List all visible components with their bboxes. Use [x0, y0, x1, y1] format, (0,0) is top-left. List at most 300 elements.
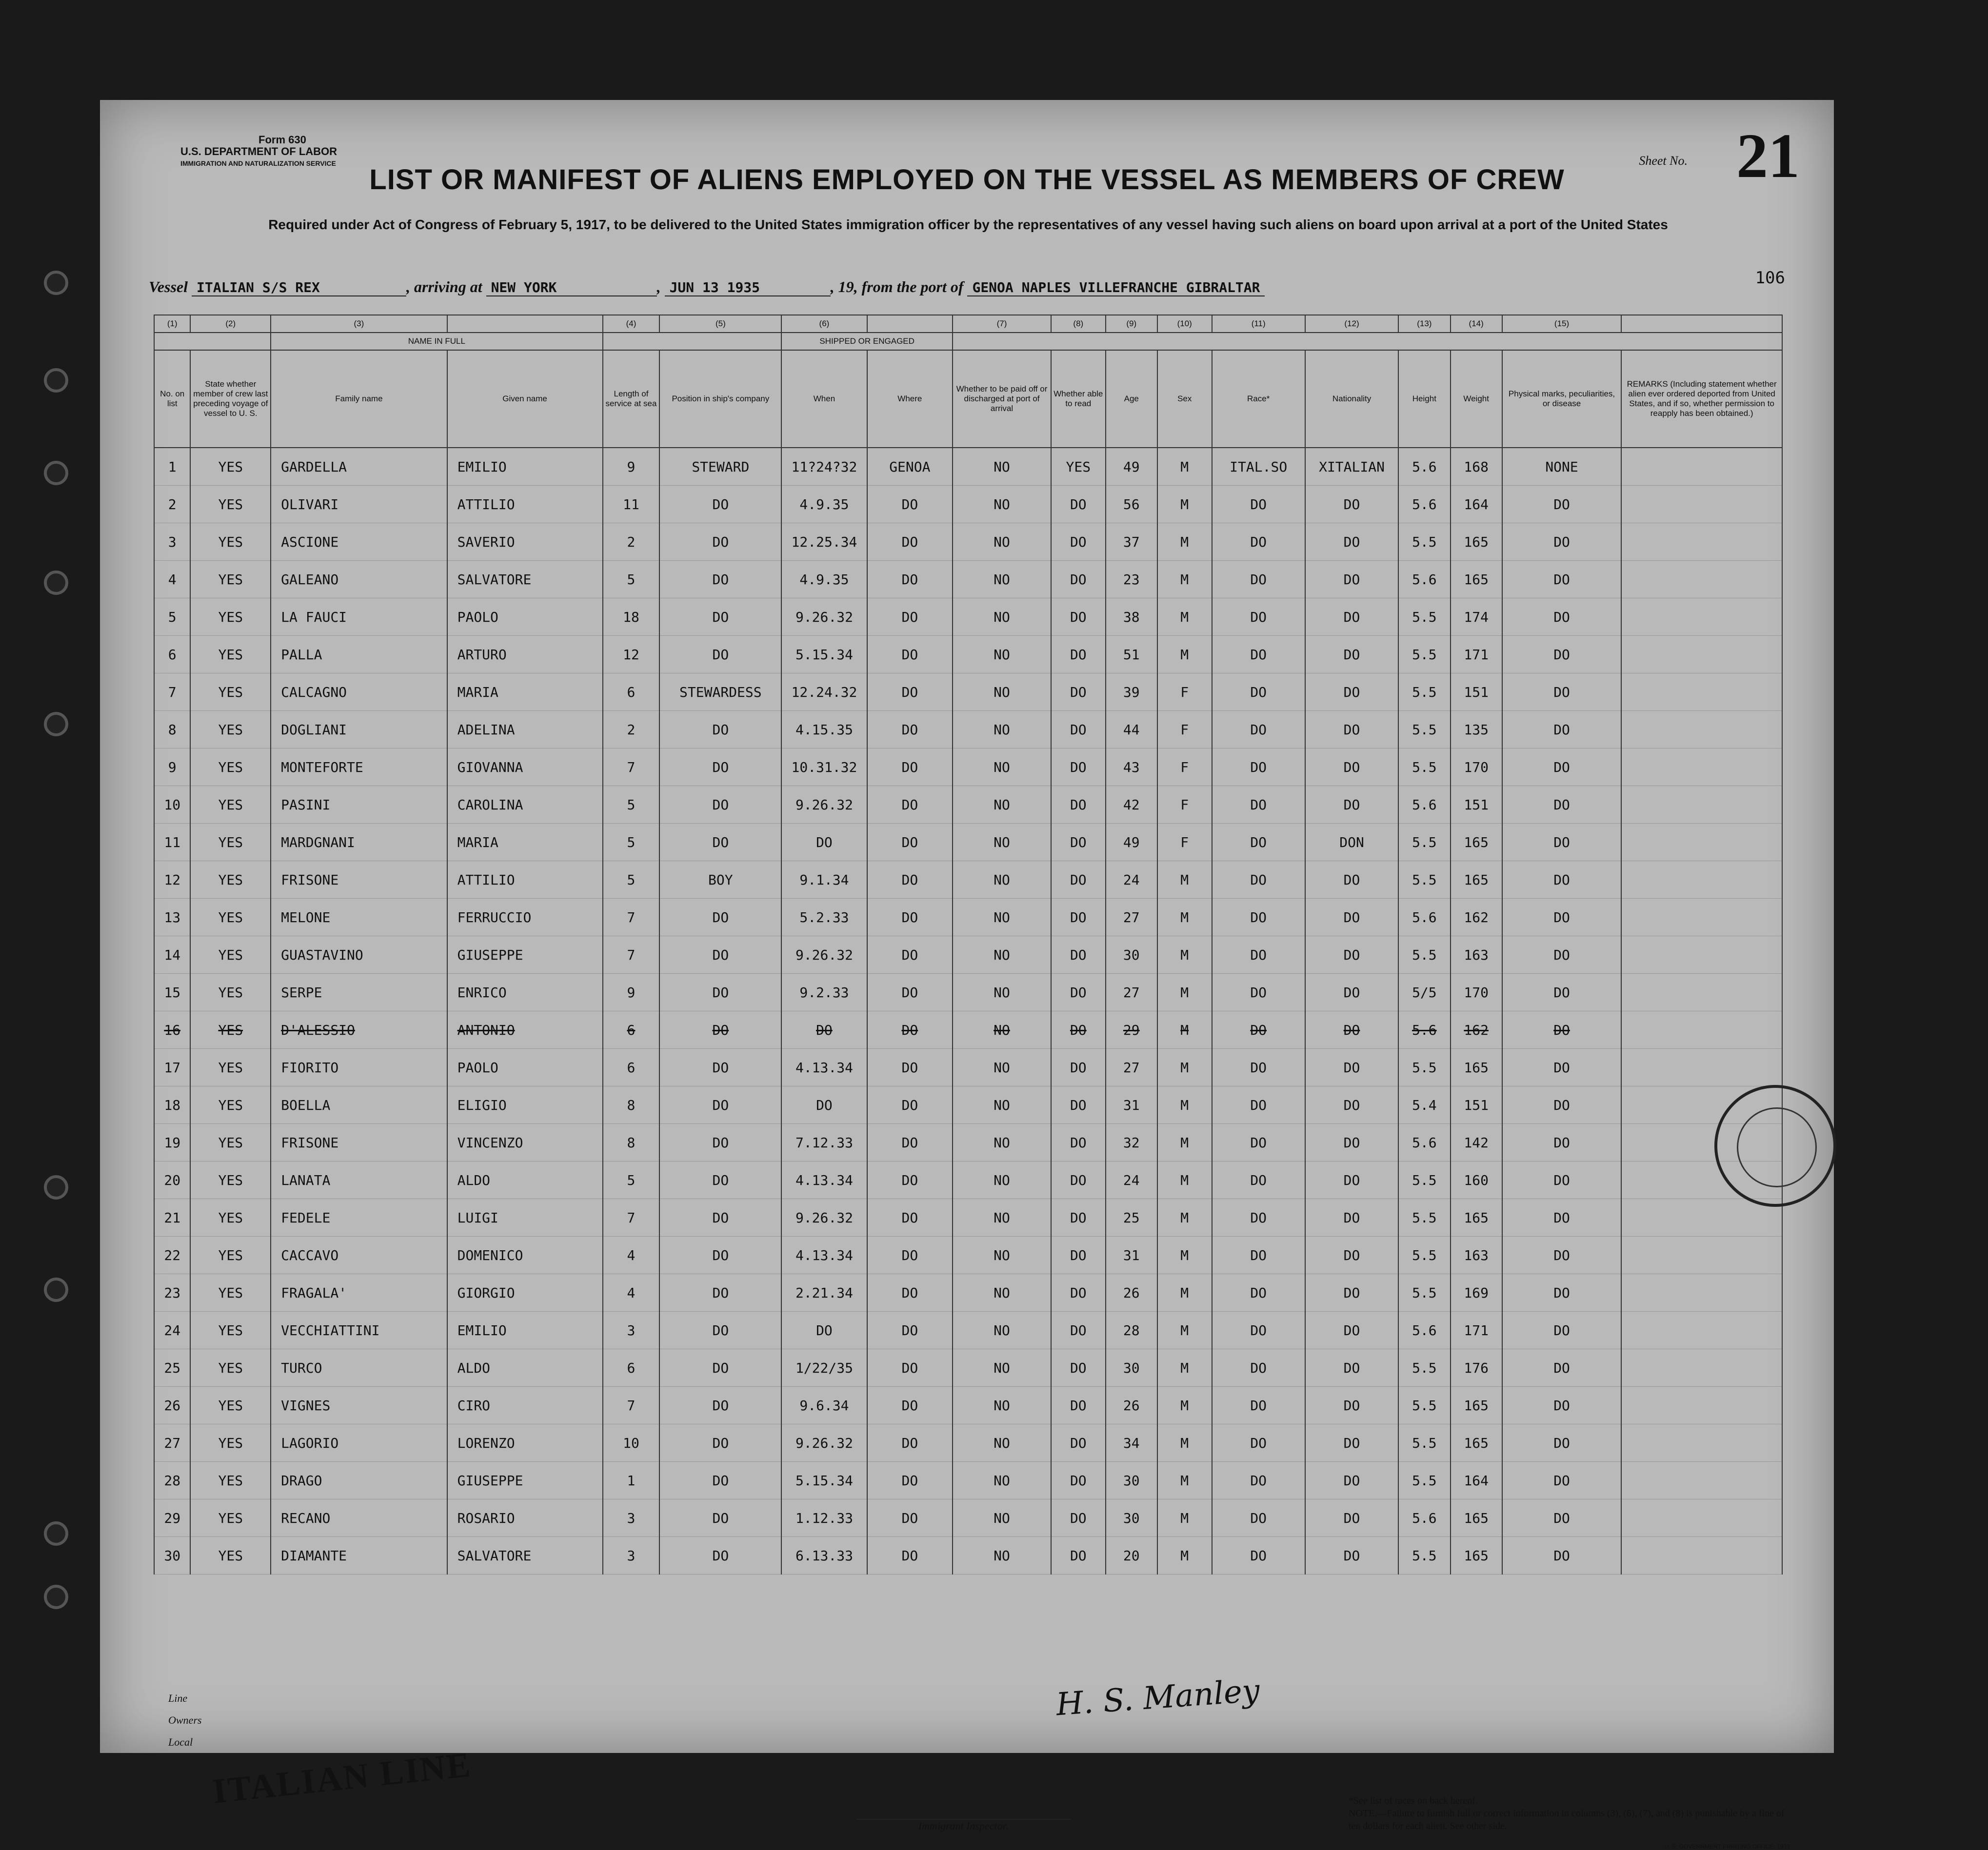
- shipped-engaged-header: SHIPPED OR ENGAGED: [781, 333, 953, 350]
- cell-marks: DO: [1502, 1424, 1622, 1462]
- cell-nationality: DO: [1305, 861, 1398, 899]
- cell-position: DO: [659, 786, 781, 824]
- sheet-label: Sheet No.: [1639, 154, 1688, 168]
- cell-paid: NO: [953, 1161, 1051, 1199]
- cell-prev: YES: [190, 1199, 271, 1237]
- punch-hole: [44, 1175, 68, 1200]
- cell-read: DO: [1051, 523, 1106, 561]
- crew-row: [154, 711, 1782, 748]
- from-label: from the port of: [861, 278, 964, 295]
- cell-position: DO: [659, 561, 781, 598]
- cell-remarks: [1621, 1274, 1782, 1312]
- cell-where: DO: [867, 1011, 953, 1049]
- cell-paid: NO: [953, 523, 1051, 561]
- cell-when: 9.2.33: [781, 974, 867, 1011]
- cell-paid: NO: [953, 1011, 1051, 1049]
- cell-when: 9.1.34: [781, 861, 867, 899]
- cell-remarks: [1621, 523, 1782, 561]
- cell-position: STEWARD: [659, 448, 781, 486]
- cell-position: BOY: [659, 861, 781, 899]
- column-header: Physical marks, peculiarities, or disease: [1502, 350, 1622, 448]
- cell-paid: NO: [953, 1424, 1051, 1462]
- cell-nationality: DO: [1305, 1086, 1398, 1124]
- cell-given: PAOLO: [447, 598, 603, 636]
- cell-when: 4.13.34: [781, 1161, 867, 1199]
- cell-marks: DO: [1502, 1274, 1622, 1312]
- cell-remarks: [1621, 448, 1782, 486]
- cell-marks: DO: [1502, 486, 1622, 523]
- column-number: [1621, 315, 1782, 333]
- cell-weight: 165: [1451, 1199, 1502, 1237]
- cell-marks: DO: [1502, 1161, 1622, 1199]
- cell-remarks: [1621, 1349, 1782, 1387]
- cell-read: DO: [1051, 1086, 1106, 1124]
- cell-family: FRISONE: [271, 1124, 447, 1161]
- cell-height: 5.4: [1398, 1086, 1450, 1124]
- cell-where: DO: [867, 824, 953, 861]
- cell-age: 49: [1106, 824, 1157, 861]
- cell-family: LAGORIO: [271, 1424, 447, 1462]
- cell-race: DO: [1212, 899, 1305, 936]
- crew-row: [154, 861, 1782, 899]
- cell-prev: YES: [190, 1499, 271, 1537]
- cell-marks: DO: [1502, 1086, 1622, 1124]
- cell-service: 8: [603, 1086, 660, 1124]
- cell-prev: YES: [190, 824, 271, 861]
- cell-family: OLIVARI: [271, 486, 447, 523]
- cell-height: 5.5: [1398, 711, 1450, 748]
- cell-weight: 151: [1451, 1086, 1502, 1124]
- cell-service: 7: [603, 936, 660, 974]
- cell-position: DO: [659, 486, 781, 523]
- cell-family: RECANO: [271, 1499, 447, 1537]
- crew-row: [154, 523, 1782, 561]
- cell-service: 5: [603, 1161, 660, 1199]
- vessel-name: ITALIAN S/S REX: [192, 279, 406, 296]
- cell-position: DO: [659, 1499, 781, 1537]
- cell-marks: DO: [1502, 1199, 1622, 1237]
- cell-height: 5.5: [1398, 936, 1450, 974]
- cell-no: 1: [154, 448, 190, 486]
- cell-no: 20: [154, 1161, 190, 1199]
- cell-race: DO: [1212, 523, 1305, 561]
- cell-where: DO: [867, 1199, 953, 1237]
- column-header: Nationality: [1305, 350, 1398, 448]
- cell-paid: NO: [953, 786, 1051, 824]
- cell-sex: M: [1157, 861, 1212, 899]
- vessel-line: Vessel ITALIAN S/S REX , arriving at NEW YORK , JUN 13 1935 , 19, from the port of GENOA NAPLES VILLEFRANCHE GIBRALTAR: [149, 278, 1265, 296]
- cell-marks: DO: [1502, 711, 1622, 748]
- cell-no: 16: [154, 1011, 190, 1049]
- cell-given: GIOVANNA: [447, 748, 603, 786]
- cell-given: PAOLO: [447, 1049, 603, 1086]
- cell-sex: M: [1157, 1049, 1212, 1086]
- cell-remarks: [1621, 1237, 1782, 1274]
- cell-weight: 160: [1451, 1161, 1502, 1199]
- cell-race: DO: [1212, 1049, 1305, 1086]
- cell-service: 6: [603, 1049, 660, 1086]
- crew-row: [154, 1499, 1782, 1537]
- cell-nationality: DO: [1305, 1462, 1398, 1499]
- cell-sex: M: [1157, 486, 1212, 523]
- cell-weight: 170: [1451, 974, 1502, 1011]
- cell-where: DO: [867, 861, 953, 899]
- cell-where: DO: [867, 486, 953, 523]
- cell-age: 30: [1106, 1499, 1157, 1537]
- cell-age: 30: [1106, 1462, 1157, 1499]
- cell-where: DO: [867, 1537, 953, 1574]
- column-label-row: [154, 350, 1782, 448]
- cell-race: DO: [1212, 861, 1305, 899]
- cell-marks: DO: [1502, 673, 1622, 711]
- cell-height: 5.5: [1398, 1049, 1450, 1086]
- column-number: (1): [154, 315, 190, 333]
- column-number: [447, 315, 603, 333]
- from-ports: GENOA NAPLES VILLEFRANCHE GIBRALTAR: [967, 279, 1265, 296]
- cell-race: DO: [1212, 673, 1305, 711]
- cell-where: DO: [867, 1312, 953, 1349]
- cell-when: 11?24?32: [781, 448, 867, 486]
- cell-race: DO: [1212, 598, 1305, 636]
- cell-nationality: DO: [1305, 1237, 1398, 1274]
- cell-paid: NO: [953, 1499, 1051, 1537]
- cell-read: DO: [1051, 824, 1106, 861]
- cell-when: 4.9.35: [781, 561, 867, 598]
- cell-nationality: DO: [1305, 974, 1398, 1011]
- column-header: Where: [867, 350, 953, 448]
- cell-when: 10.31.32: [781, 748, 867, 786]
- cell-position: DO: [659, 1387, 781, 1424]
- cell-paid: NO: [953, 1537, 1051, 1574]
- cell-no: 14: [154, 936, 190, 974]
- cell-when: 4.13.34: [781, 1237, 867, 1274]
- cell-given: MARIA: [447, 673, 603, 711]
- cell-service: 2: [603, 711, 660, 748]
- cell-no: 26: [154, 1387, 190, 1424]
- cell-nationality: DO: [1305, 1537, 1398, 1574]
- sheet-number: 21: [1736, 121, 1800, 191]
- cell-race: DO: [1212, 1387, 1305, 1424]
- cell-height: 5.5: [1398, 748, 1450, 786]
- cell-position: DO: [659, 1011, 781, 1049]
- cell-read: DO: [1051, 974, 1106, 1011]
- cell-remarks: [1621, 861, 1782, 899]
- punch-hole: [44, 571, 68, 595]
- cell-service: 7: [603, 1387, 660, 1424]
- cell-when: 4.15.35: [781, 711, 867, 748]
- cell-given: CAROLINA: [447, 786, 603, 824]
- crew-row: [154, 1537, 1782, 1574]
- crew-row: [154, 1124, 1782, 1161]
- cell-when: 9.26.32: [781, 598, 867, 636]
- column-number: (5): [659, 315, 781, 333]
- inspector-signature: H. S. Manley: [1054, 1673, 1261, 1723]
- crew-row: [154, 1312, 1782, 1349]
- cell-read: DO: [1051, 1349, 1106, 1387]
- cell-paid: NO: [953, 1462, 1051, 1499]
- cell-where: DO: [867, 1086, 953, 1124]
- cell-service: 7: [603, 748, 660, 786]
- cell-nationality: DO: [1305, 1274, 1398, 1312]
- column-number: (9): [1106, 315, 1157, 333]
- cell-age: 44: [1106, 711, 1157, 748]
- cell-no: 8: [154, 711, 190, 748]
- cell-service: 11: [603, 486, 660, 523]
- cell-weight: 176: [1451, 1349, 1502, 1387]
- cell-no: 19: [154, 1124, 190, 1161]
- cell-age: 26: [1106, 1387, 1157, 1424]
- cell-weight: 151: [1451, 673, 1502, 711]
- cell-read: DO: [1051, 748, 1106, 786]
- cell-remarks: [1621, 711, 1782, 748]
- cell-given: EMILIO: [447, 1312, 603, 1349]
- cell-race: DO: [1212, 748, 1305, 786]
- cell-read: DO: [1051, 1237, 1106, 1274]
- cell-service: 12: [603, 636, 660, 673]
- column-number: (10): [1157, 315, 1212, 333]
- crew-row: [154, 974, 1782, 1011]
- arriving-label: arriving at: [414, 278, 482, 295]
- cell-age: 31: [1106, 1237, 1157, 1274]
- document-subtitle: Required under Act of Congress of February 5, 1917, to be delivered to the United States immigration officer by the representatives of any vessel having such aliens on board upon arrival at a port of the United States: [268, 217, 1668, 232]
- punch-hole: [44, 461, 68, 485]
- crew-row: [154, 1237, 1782, 1274]
- cell-sex: F: [1157, 748, 1212, 786]
- cell-service: 5: [603, 561, 660, 598]
- cell-when: 5.2.33: [781, 899, 867, 936]
- cell-service: 6: [603, 1349, 660, 1387]
- cell-nationality: DO: [1305, 899, 1398, 936]
- crew-row: [154, 598, 1782, 636]
- cell-prev: YES: [190, 523, 271, 561]
- cell-nationality: DO: [1305, 1424, 1398, 1462]
- cell-height: 5.5: [1398, 673, 1450, 711]
- crew-row: [154, 936, 1782, 974]
- cell-family: CACCAVO: [271, 1237, 447, 1274]
- cell-race: DO: [1212, 786, 1305, 824]
- cell-no: 15: [154, 974, 190, 1011]
- cell-when: 9.26.32: [781, 1424, 867, 1462]
- cell-read: DO: [1051, 1312, 1106, 1349]
- cell-read: DO: [1051, 1424, 1106, 1462]
- cell-when: 6.13.33: [781, 1537, 867, 1574]
- page-code: 106: [1755, 268, 1785, 288]
- cell-sex: F: [1157, 711, 1212, 748]
- cell-read: DO: [1051, 861, 1106, 899]
- cell-age: 51: [1106, 636, 1157, 673]
- cell-when: 5.15.34: [781, 636, 867, 673]
- cell-nationality: DO: [1305, 673, 1398, 711]
- column-header: Given name: [447, 350, 603, 448]
- cell-weight: 165: [1451, 523, 1502, 561]
- cell-height: 5.5: [1398, 1424, 1450, 1462]
- cell-where: DO: [867, 1349, 953, 1387]
- cell-family: BOELLA: [271, 1086, 447, 1124]
- cell-family: FIORITO: [271, 1049, 447, 1086]
- name-in-full-header: NAME IN FULL: [271, 333, 602, 350]
- cell-marks: DO: [1502, 1387, 1622, 1424]
- cell-where: DO: [867, 673, 953, 711]
- cell-remarks: [1621, 673, 1782, 711]
- cell-sex: M: [1157, 1274, 1212, 1312]
- cell-position: DO: [659, 824, 781, 861]
- cell-height: 5.5: [1398, 636, 1450, 673]
- inspector-label: Immigrant Inspector.: [856, 1819, 1071, 1832]
- column-header: Age: [1106, 350, 1157, 448]
- cell-read: DO: [1051, 1537, 1106, 1574]
- cell-family: PASINI: [271, 786, 447, 824]
- cell-where: DO: [867, 1462, 953, 1499]
- cell-given: GIUSEPPE: [447, 1462, 603, 1499]
- consulate-seal: [1714, 1085, 1836, 1207]
- cell-family: DRAGO: [271, 1462, 447, 1499]
- column-header: Whether able to read: [1051, 350, 1106, 448]
- cell-age: 30: [1106, 1349, 1157, 1387]
- local-label: Local: [168, 1736, 193, 1748]
- footer-labels: [168, 1687, 201, 1753]
- cell-paid: NO: [953, 1124, 1051, 1161]
- cell-sex: M: [1157, 936, 1212, 974]
- cell-nationality: DO: [1305, 786, 1398, 824]
- cell-position: DO: [659, 598, 781, 636]
- cell-position: DO: [659, 748, 781, 786]
- cell-marks: DO: [1502, 824, 1622, 861]
- cell-weight: 151: [1451, 786, 1502, 824]
- cell-read: DO: [1051, 636, 1106, 673]
- cell-read: DO: [1051, 598, 1106, 636]
- cell-age: 37: [1106, 523, 1157, 561]
- cell-weight: 163: [1451, 936, 1502, 974]
- cell-given: EMILIO: [447, 448, 603, 486]
- cell-weight: 162: [1451, 1011, 1502, 1049]
- crew-row: [154, 1349, 1782, 1387]
- cell-given: SAVERIO: [447, 523, 603, 561]
- column-header: Length of service at sea: [603, 350, 660, 448]
- cell-remarks: [1621, 936, 1782, 974]
- cell-height: 5.5: [1398, 1274, 1450, 1312]
- cell-remarks: [1621, 1424, 1782, 1462]
- crew-row: [154, 1049, 1782, 1086]
- cell-position: DO: [659, 974, 781, 1011]
- cell-prev: YES: [190, 598, 271, 636]
- cell-given: ARTURO: [447, 636, 603, 673]
- cell-prev: YES: [190, 748, 271, 786]
- cell-position: DO: [659, 711, 781, 748]
- cell-where: DO: [867, 636, 953, 673]
- punch-hole: [44, 1278, 68, 1302]
- header-spacer: [953, 333, 1782, 350]
- cell-nationality: DO: [1305, 1124, 1398, 1161]
- cell-where: DO: [867, 711, 953, 748]
- crew-row: [154, 636, 1782, 673]
- punch-hole: [44, 712, 68, 736]
- cell-given: ALDO: [447, 1349, 603, 1387]
- cell-given: SALVATORE: [447, 1537, 603, 1574]
- cell-paid: NO: [953, 1049, 1051, 1086]
- cell-weight: 165: [1451, 1387, 1502, 1424]
- crew-row: [154, 1462, 1782, 1499]
- cell-remarks: [1621, 1011, 1782, 1049]
- cell-height: 5.5: [1398, 1537, 1450, 1574]
- cell-where: GENOA: [867, 448, 953, 486]
- cell-paid: NO: [953, 1237, 1051, 1274]
- cell-marks: DO: [1502, 1349, 1622, 1387]
- cell-prev: YES: [190, 448, 271, 486]
- cell-given: ENRICO: [447, 974, 603, 1011]
- cell-weight: 165: [1451, 1424, 1502, 1462]
- cell-read: DO: [1051, 673, 1106, 711]
- cell-read: DO: [1051, 486, 1106, 523]
- cell-nationality: DO: [1305, 748, 1398, 786]
- cell-where: DO: [867, 748, 953, 786]
- cell-paid: NO: [953, 748, 1051, 786]
- column-header: Position in ship's company: [659, 350, 781, 448]
- cell-sex: M: [1157, 1011, 1212, 1049]
- cell-marks: DO: [1502, 598, 1622, 636]
- cell-family: SERPE: [271, 974, 447, 1011]
- cell-remarks: [1621, 561, 1782, 598]
- cell-when: 9.6.34: [781, 1387, 867, 1424]
- cell-prev: YES: [190, 936, 271, 974]
- cell-weight: 170: [1451, 748, 1502, 786]
- cell-race: DO: [1212, 1161, 1305, 1199]
- cell-race: DO: [1212, 1312, 1305, 1349]
- cell-family: D'ALESSIO: [271, 1011, 447, 1049]
- cell-prev: YES: [190, 1237, 271, 1274]
- cell-height: 5/5: [1398, 974, 1450, 1011]
- crew-row: [154, 748, 1782, 786]
- cell-given: DOMENICO: [447, 1237, 603, 1274]
- cell-no: 4: [154, 561, 190, 598]
- cell-age: 27: [1106, 1049, 1157, 1086]
- column-header: Whether to be paid off or discharged at port of arrival: [953, 350, 1051, 448]
- races-note: *See list of races on back hereof.: [1349, 1795, 1478, 1806]
- cell-age: 39: [1106, 673, 1157, 711]
- cell-height: 5.5: [1398, 1387, 1450, 1424]
- column-number: (3): [271, 315, 447, 333]
- cell-nationality: DO: [1305, 561, 1398, 598]
- arrival-port: NEW YORK: [486, 279, 657, 296]
- cell-height: 5.5: [1398, 1199, 1450, 1237]
- crew-manifest-table: [154, 315, 1783, 1574]
- crew-row: [154, 1161, 1782, 1199]
- cell-when: DO: [781, 824, 867, 861]
- cell-race: DO: [1212, 1086, 1305, 1124]
- cell-when: 4.9.35: [781, 486, 867, 523]
- cell-service: 6: [603, 1011, 660, 1049]
- cell-weight: 165: [1451, 1537, 1502, 1574]
- cell-given: ALDO: [447, 1161, 603, 1199]
- cell-race: DO: [1212, 1124, 1305, 1161]
- cell-service: 5: [603, 786, 660, 824]
- cell-no: 7: [154, 673, 190, 711]
- column-header: Height: [1398, 350, 1450, 448]
- cell-prev: YES: [190, 1387, 271, 1424]
- cell-service: 9: [603, 448, 660, 486]
- cell-race: DO: [1212, 1011, 1305, 1049]
- cell-height: 5.5: [1398, 824, 1450, 861]
- cell-sex: M: [1157, 1537, 1212, 1574]
- crew-row: [154, 824, 1782, 861]
- cell-height: 5.6: [1398, 899, 1450, 936]
- punch-hole: [44, 368, 68, 393]
- cell-sex: M: [1157, 598, 1212, 636]
- crew-row: [154, 899, 1782, 936]
- cell-age: 24: [1106, 1161, 1157, 1199]
- cell-weight: 165: [1451, 824, 1502, 861]
- cell-paid: NO: [953, 1312, 1051, 1349]
- cell-height: 5.6: [1398, 1499, 1450, 1537]
